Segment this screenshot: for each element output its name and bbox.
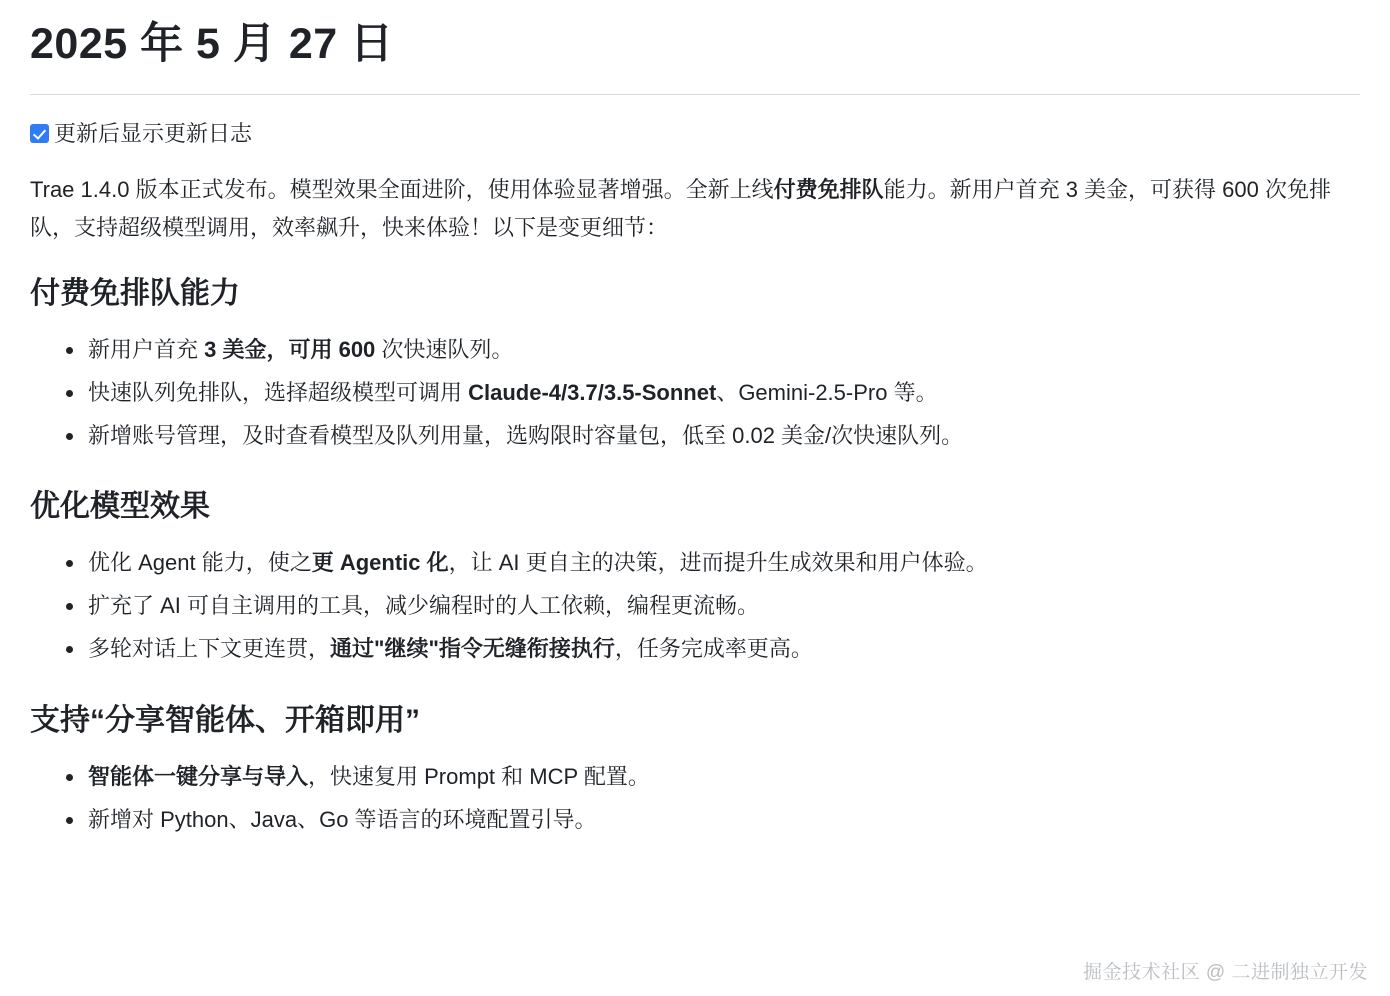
intro-paragraph: Trae 1.4.0 版本正式发布。模型效果全面进阶，使用体验显著增强。全新上线付费免排队能力。新用户首充 3 美金，可获得 600 次免排队，支持超级模型调用，效率飙升，快来体验！以下是变更细节： [30,176,1331,241]
list-item: 快速队列免排队，选择超级模型可调用 Claude-4/3.7/3.5-Sonnet、Gemini-2.5-Pro 等。 [88,372,1360,415]
watermark: 掘金技术社区 @ 二进制独立开发 [1083,962,1368,983]
checkbox-checked-icon[interactable] [30,124,49,143]
title-divider [30,94,1360,95]
emphasis-text: 更 Agentic 化 [311,550,449,576]
show-changelog-after-update-row[interactable] [30,120,1360,146]
list-item: 优化 Agent 能力，使之更 Agentic 化，让 AI 更自主的决策，进而提升生成效果和用户体验。 [88,542,1360,585]
emphasis-text: 通过"继续"指令无缝衔接执行 [330,636,615,662]
emphasis-text: 3 美金，可用 600 [204,336,382,362]
emphasis-text: 智能体一键分享与导入 [88,764,309,790]
sections-container [30,274,1360,842]
list-item: 新增对 Python、Java、Go 等语言的环境配置引导。 [88,799,1360,842]
list-item: 多轮对话上下文更连贯，通过"继续"指令无缝衔接执行，任务完成率更高。 [88,628,1360,671]
section-heading: 优化模型效果 [30,490,210,524]
section-bullet-list [30,542,1360,671]
emphasis-text: Claude-4/3.7/3.5-Sonnet [468,379,717,405]
page-title: 2025 年 5 月 27 日 [30,20,394,68]
section-bullet-list [30,756,1360,842]
section-heading: 支持“分享智能体、开箱即用” [30,704,420,738]
show-changelog-after-update-label: 更新后显示更新日志 [54,120,253,146]
intro-bold-fragment: 付费免排队 [773,176,884,202]
list-item: 扩充了 AI 可自主调用的工具，减少编程时的人工依赖，编程更流畅。 [88,585,1360,628]
list-item: 新用户首充 3 美金，可用 600 次快速队列。 [88,329,1360,372]
list-item: 新增账号管理，及时查看模型及队列用量，选购限时容量包，低至 0.02 美金/次快速队列。 [88,415,1360,458]
section-heading: 付费免排队能力 [30,276,240,310]
list-item: 智能体一键分享与导入，快速复用 Prompt 和 MCP 配置。 [88,756,1360,799]
section-bullet-list [30,329,1360,458]
